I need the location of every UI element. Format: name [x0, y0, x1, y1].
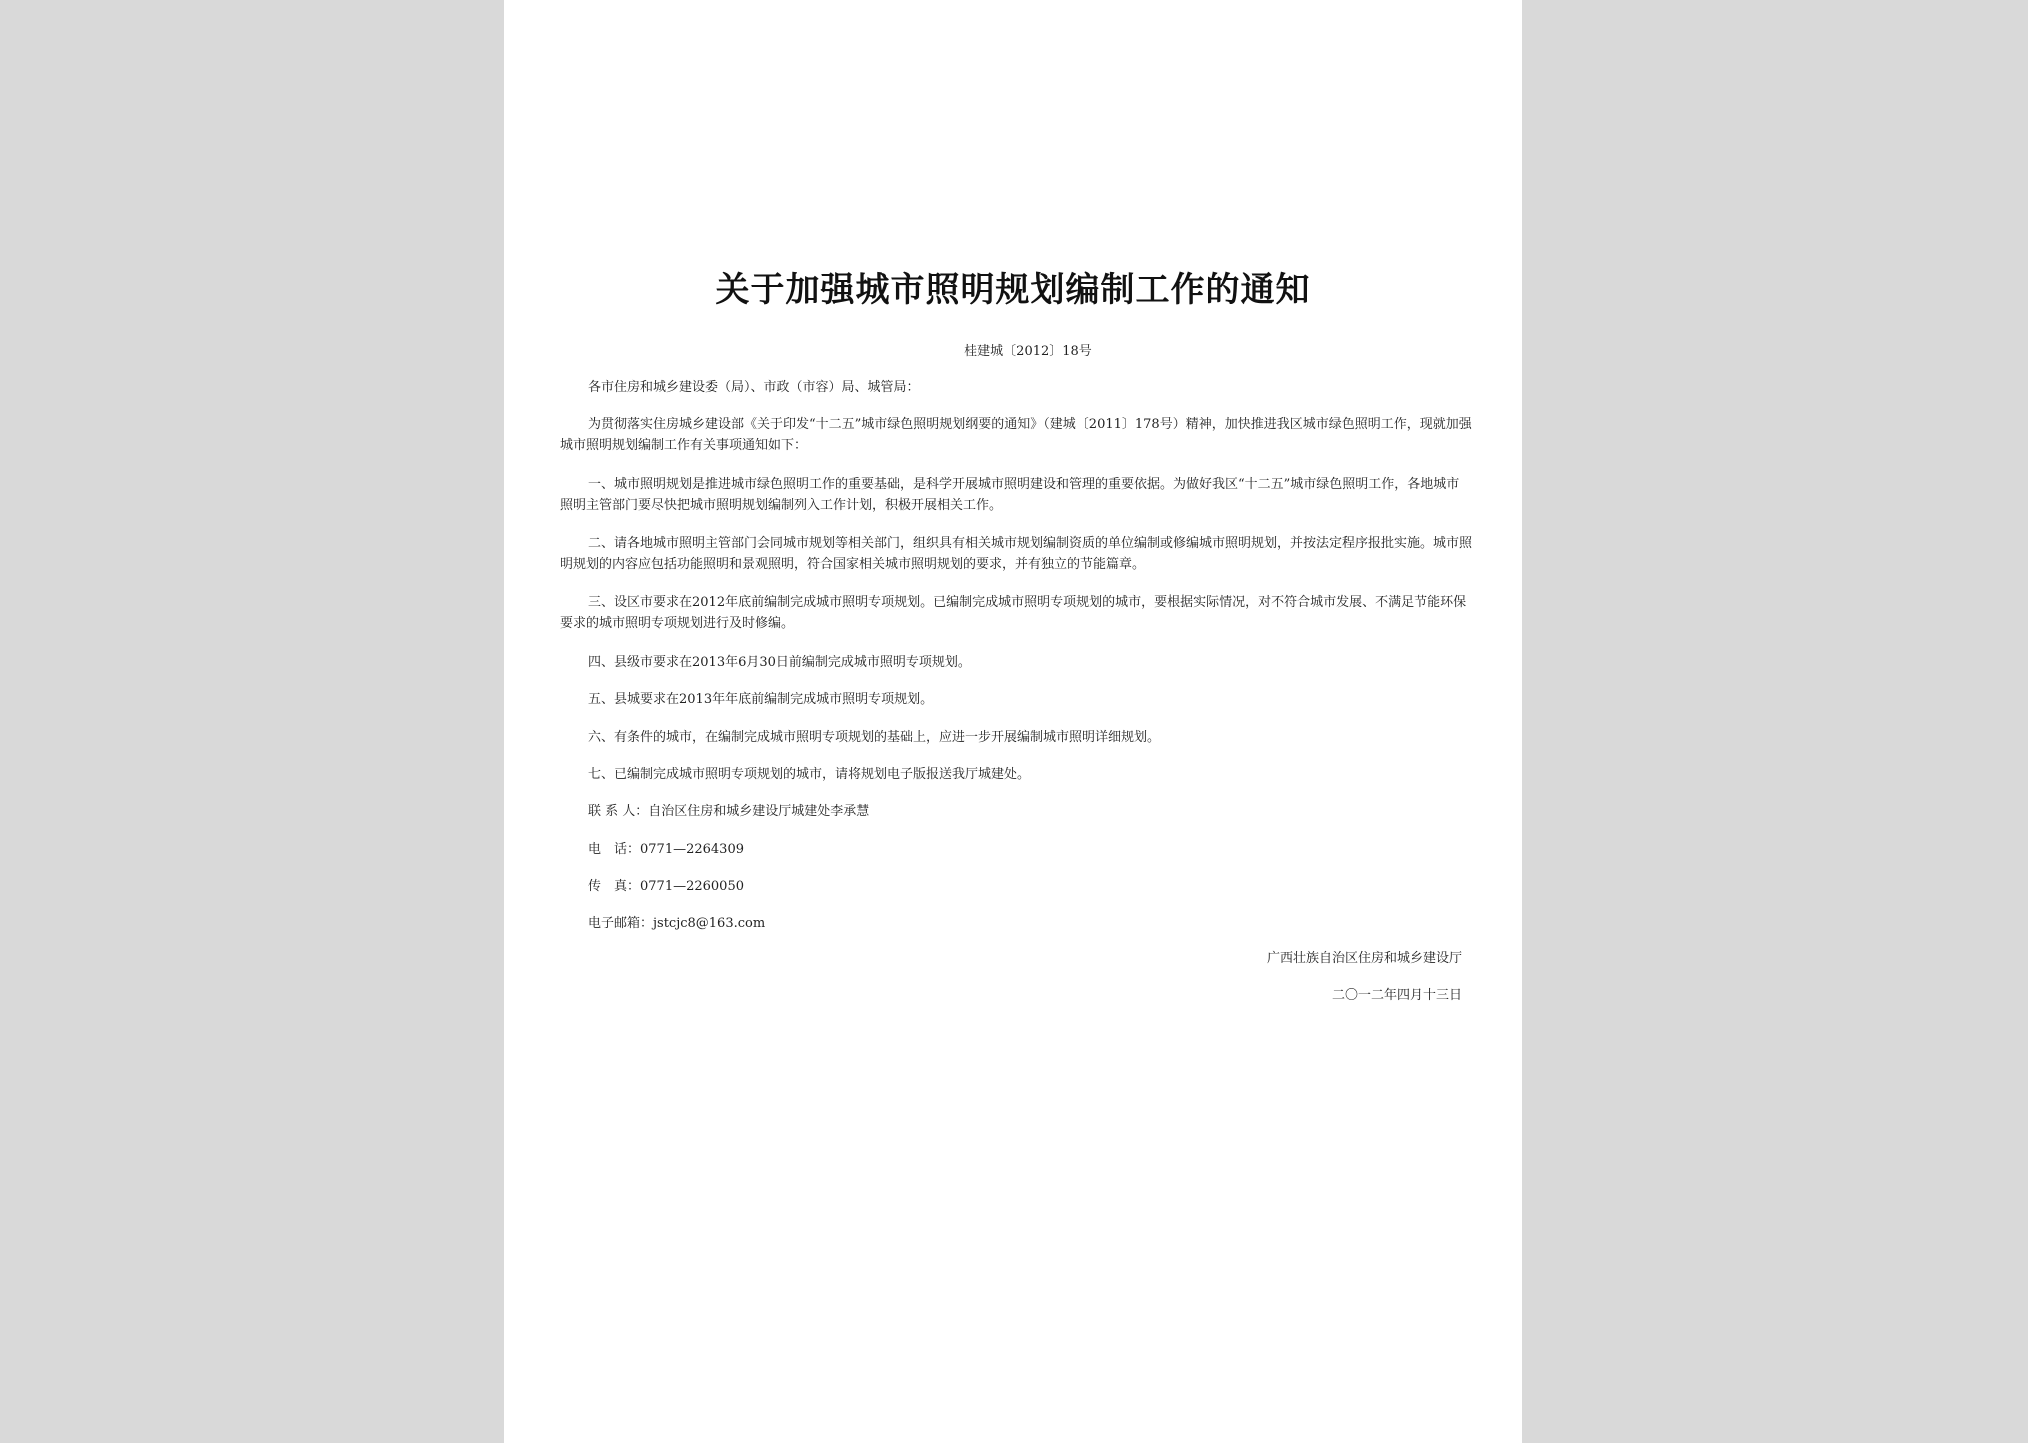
item-paragraph-7: 七、已编制完成城市照明专项规划的城市，请将规划电子版报送我厅城建处。 [588, 767, 1031, 782]
item-paragraph-1: 一、城市照明规划是推进城市绿色照明工作的重要基础，是科学开展城市照明建设和管理的重要依据。为做好我区“十二五”城市绿色照明工作，各地城市照明主管部门要尽快把城市照明规划编制列入工作计划，积极开展相关工作。 [560, 477, 1460, 513]
item-paragraph-3: 三、设区市要求在2012年底前编制完成城市照明专项规划。已编制完成城市照明专项规划的城市，要根据实际情况，对不符合城市发展、不满足节能环保要求的城市照明专项规划进行及时修编。 [560, 595, 1467, 631]
salutation: 各市住房和城乡建设委（局）、市政（市容）局、城管局： [588, 380, 920, 395]
document-title: 关于加强城市照明规划编制工作的通知 [715, 270, 1311, 310]
issuer-name: 广西壮族自治区住房和城乡建设厅 [1266, 951, 1462, 966]
item-paragraph-6: 六、有条件的城市，在编制完成城市照明专项规划的基础上，应进一步开展编制城市照明详细规划。 [588, 730, 1161, 745]
intro-paragraph: 为贯彻落实住房城乡建设部《关于印发“十二五”城市绿色照明规划纲要的通知》（建城〔2011〕178号）精神，加快推进我区城市绿色照明工作，现就加强城市照明规划编制工作有关事项通知如下： [560, 417, 1472, 453]
issue-date: 二〇一二年四月十三日 [1331, 988, 1462, 1003]
contact-fax: 传 真：0771—2260050 [588, 879, 744, 894]
contact-phone: 电 话：0771—2264309 [588, 842, 744, 857]
document-page [504, 0, 1522, 1443]
item-paragraph-5: 五、县城要求在2013年年底前编制完成城市照明专项规划。 [588, 692, 934, 707]
contact-person: 联 系 人：自治区住房和城乡建设厅城建处李承慧 [588, 804, 870, 819]
item-paragraph-4: 四、县级市要求在2013年6月30日前编制完成城市照明专项规划。 [588, 655, 971, 670]
document-number: 桂建城〔2012〕18号 [964, 344, 1092, 359]
item-paragraph-2: 二、请各地城市照明主管部门会同城市规划等相关部门，组织具有相关城市规划编制资质的单位编制或修编城市照明规划，并按法定程序报批实施。城市照明规划的内容应包括功能照明和景观照明，符合国家相关城市照明规划的要求，并有独立的节能篇章。 [560, 536, 1473, 572]
contact-email: 电子邮箱：jstcjc8@163.com [588, 916, 766, 931]
